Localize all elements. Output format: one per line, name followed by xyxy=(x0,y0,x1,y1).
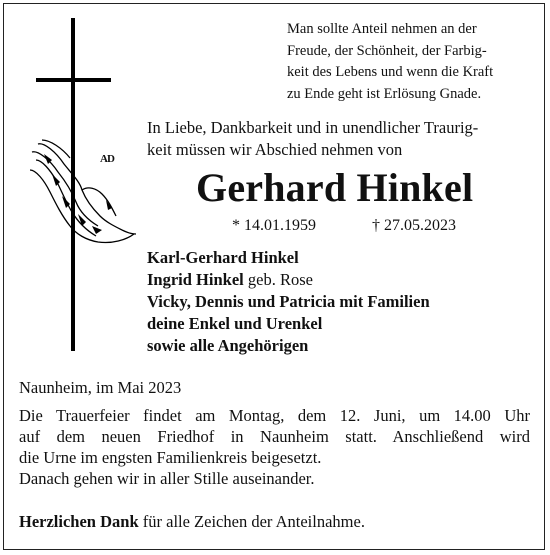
details-line: die Urne im engsten Familienkreis beigesetzt. xyxy=(19,448,322,467)
mourners-list xyxy=(147,247,430,357)
birth-date: * 14.01.1959 xyxy=(232,217,316,234)
place-date: Naunheim, im Mai 2023 xyxy=(19,378,182,397)
mourner-line xyxy=(147,269,430,291)
thanks-bold: Herzlichen Dank xyxy=(19,512,139,531)
details-line: Die Trauerfeier findet am Montag, dem 12. Juni, um 14.00 Uhr xyxy=(19,406,530,425)
thanks-line xyxy=(19,512,365,532)
praying-hands-icon xyxy=(22,130,142,250)
cross-horizontal-bar xyxy=(36,78,111,82)
deceased-name: Gerhard Hinkel xyxy=(196,165,474,210)
thanks-rest: für alle Zeichen der Anteilnahme. xyxy=(138,512,365,531)
funeral-details xyxy=(19,405,530,489)
mourner-maiden-name: geb. Rose xyxy=(243,270,313,289)
mourner-line: sowie alle Angehörigen xyxy=(147,336,309,355)
mourner-name: Ingrid Hinkel xyxy=(147,270,244,289)
death-date: † 27.05.2023 xyxy=(372,217,456,234)
duerer-monogram: AD xyxy=(100,153,114,165)
quote-text: Man sollte Anteil nehmen an der Freude, der Schönheit, der Farbig- keit des Lebens und wenn die Kraft zu Ende geht ist Erlösung Gnade. xyxy=(287,21,494,102)
details-line: Danach gehen wir in aller Stille auseinander. xyxy=(19,469,315,488)
intro-text: In Liebe, Dankbarkeit und in unendlicher Traurig- keit müssen wir Abschied nehmen von xyxy=(147,118,479,159)
mourner-line: Vicky, Dennis und Patricia mit Familien xyxy=(147,292,430,311)
details-line: auf dem neuen Friedhof in Naunheim statt. Anschließend wird xyxy=(19,427,530,446)
mourner-line: deine Enkel und Urenkel xyxy=(147,314,323,333)
mourner-line: Karl-Gerhard Hinkel xyxy=(147,248,299,267)
